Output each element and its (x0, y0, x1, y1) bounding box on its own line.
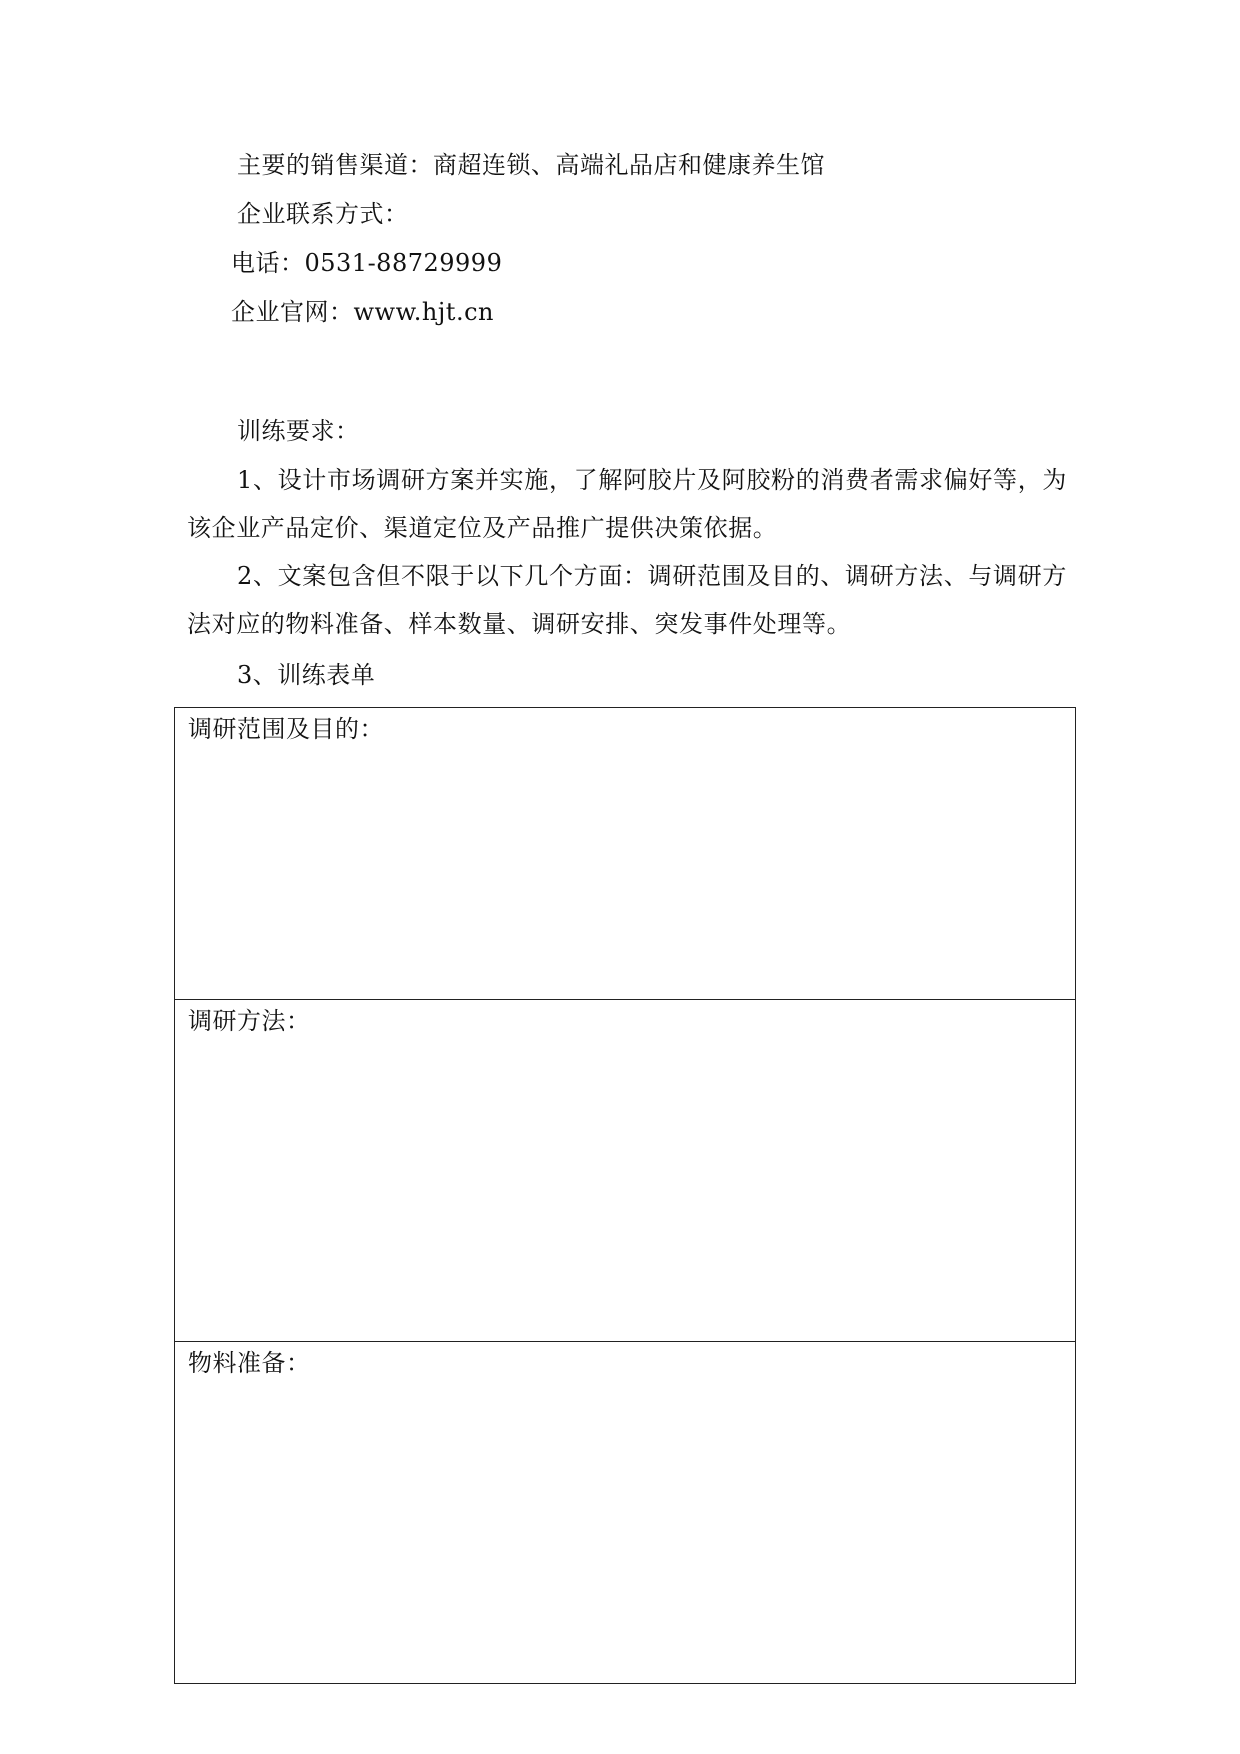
form-label-scope: 调研范围及目的： (188, 715, 384, 743)
form-label-method: 调研方法： (188, 1007, 311, 1035)
sales-channels-text: 主要的销售渠道：商超连锁、高端礼品店和健康养生馆 (237, 151, 825, 179)
requirement-2: 2、文案包含但不限于以下几个方面：调研范围及目的、调研方法、与调研方法对应的物料准备、样本数量、调研安排、突发事件处理等。 (187, 562, 1067, 638)
website-text: 企业官网：www.hjt.cn (231, 298, 494, 326)
training-heading: 训练要求： (237, 417, 360, 445)
training-form-table (174, 707, 1076, 1684)
form-row-materials[interactable] (175, 1342, 1075, 1683)
form-row-method[interactable] (175, 1000, 1075, 1342)
phone-text: 电话：0531-88729999 (231, 249, 503, 277)
requirement-1: 1、设计市场调研方案并实施，了解阿胶片及阿胶粉的消费者需求偏好等，为该企业产品定价、渠道定位及产品推广提供决策依据。 (187, 466, 1067, 542)
requirement-3: 3、训练表单 (237, 661, 376, 689)
form-label-materials: 物料准备： (188, 1349, 311, 1377)
contact-heading: 企业联系方式： (237, 200, 409, 228)
form-row-scope[interactable] (175, 708, 1075, 1000)
